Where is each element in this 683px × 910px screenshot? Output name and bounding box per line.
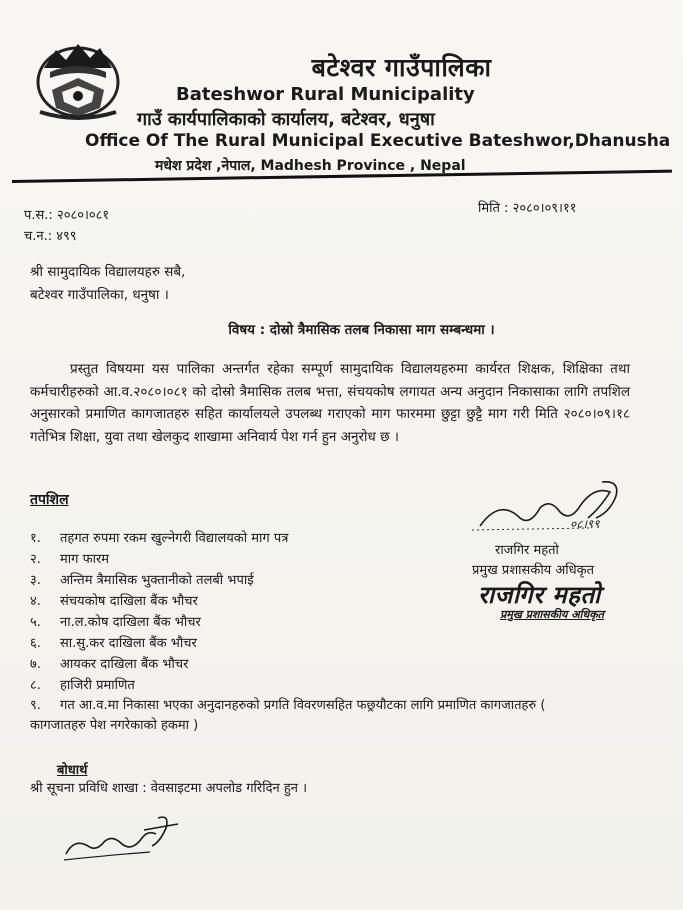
list-item: ४. संचयकोष दाखिला बैंक भौचर <box>30 594 198 609</box>
signature-date: ०८।९९ <box>570 517 600 531</box>
list-item: ६. सा.सु.कर दाखिला बैंक भौचर <box>30 636 197 651</box>
reference-number: प.स.: २०८०।०८१ <box>24 208 110 223</box>
list-item: ८. हाजिरी प्रमाणित <box>30 678 135 693</box>
list-item: १. तहगत रुपमा रकम खुल्नेगरी विद्यालयको माग पत्र <box>30 531 289 546</box>
list-item: २. माग फारम <box>30 552 110 567</box>
recipient-line-1: श्री सामुदायिक विद्यालयहरु सबै, <box>30 264 186 280</box>
recipient-line-2: बटेश्वर गाउँपालिका, धनुषा । <box>30 287 169 303</box>
stamp-title: प्रमुख प्रशासकीय अधिकृत <box>500 608 604 621</box>
handwritten-signature <box>470 478 630 538</box>
tapsil-heading: तपशिल <box>30 492 69 508</box>
cc-heading: बोधार्थ <box>57 763 88 778</box>
letterhead-title-english: Bateshwor Rural Municipality <box>176 84 475 105</box>
letterhead-office-english: Office Of The Rural Municipal Executive Bateshwor,Dhanusha <box>85 131 671 151</box>
handwritten-initials <box>60 812 190 867</box>
letter-subject: विषय : दोस्रो त्रैमासिक तलब निकासा माग सम्बन्धमा । <box>228 322 495 338</box>
letterhead-title-nepali: बटेश्वर गाउँपालिका <box>311 53 492 82</box>
dispatch-number: च.न.: ४९९ <box>24 229 77 244</box>
stamp-name: राजगिर महतो <box>478 581 601 609</box>
letter-date: मिति : २०८०।०९।११ <box>478 201 577 216</box>
letterhead-address: मधेश प्रदेश ,नेपाल, Madhesh Province , Nepal <box>155 158 466 174</box>
signatory-name: राजगिर महतो <box>495 543 559 558</box>
letter-body: प्रस्तुत विषयमा यस पालिका अन्तर्गत रहेका सम्पूर्ण सामुदायिक विद्यालयहरुमा कार्यरत शिक्षक, शिक्षिका तथा कर्मचारीहरुको आ.व.२०८०।०८१ को दोस्रो त्रैमासिक तलब भत्ता, संचयकोष लगायत अन्य अनुदान निकासाका लागि तपशिल अनुसारको प्रमाणित कागजातहरु सहित कार्यालयले उपलब्ध गराएको माग फारममा छुट्टा छुट्टै माग गरी मिति २०८०।०९।१८ गतेभित्र शिक्षा, युवा तथा खेलकुद शाखामा अनिवार्य पेश गर्न हुन अनुरोध छ । <box>30 361 630 445</box>
list-item: ५. ना.ल.कोष दाखिला बैंक भौचर <box>30 615 201 630</box>
signatory-title: प्रमुख प्रशासकीय अधिकृत <box>472 563 595 578</box>
list-item: ७. आयकर दाखिला बैंक भौचर <box>30 657 189 672</box>
list-item: ९. गत आ.व.मा निकासा भएका अनुदानहरुको प्रगति विवरणसहित फछ्रयौटका लागि प्रमाणित कागजातहरु ( कागजातहरु पेश नगरेकाको हकमा ) <box>30 698 546 733</box>
cc-recipient: श्री सूचना प्रविधि शाखा : वेवसाइटमा अपलोड गरिदिन हुन । <box>30 781 308 796</box>
letterhead-office-nepali: गाउँ कार्यपालिकाको कार्यालय, बटेश्वर, धनुषा <box>137 109 435 130</box>
list-item: ३. अन्तिम त्रैमासिक भुक्तानीको तलबी भपाई <box>30 573 254 588</box>
